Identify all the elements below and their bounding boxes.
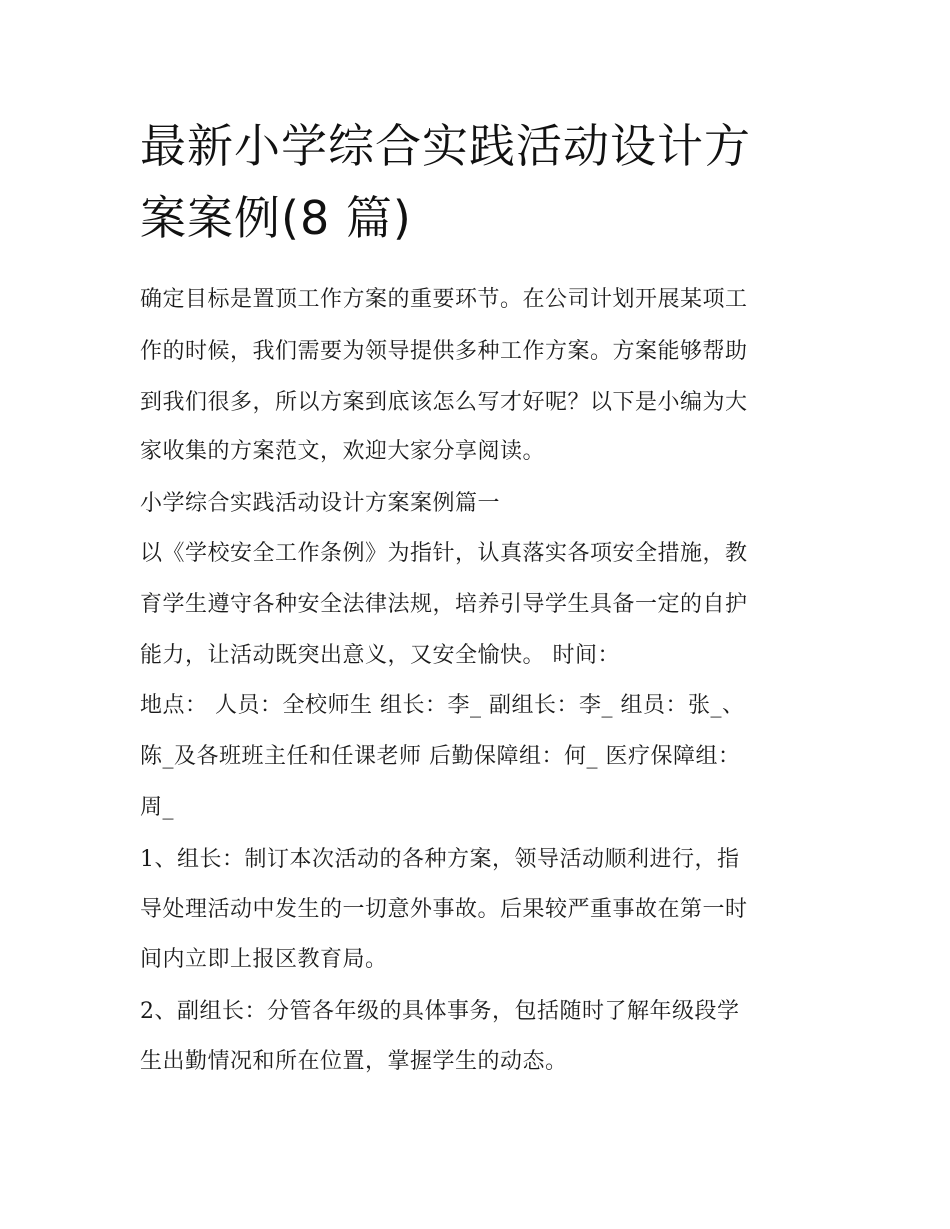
body-paragraph-line: 周_	[140, 795, 175, 820]
body-paragraph-line: 地点： 人员：全校师生 组长：李_ 副组长：李_ 组员：张_、	[140, 693, 745, 718]
section-heading: 小学综合实践活动设计方案案例篇一	[140, 491, 501, 516]
title-line: 案案例(8 篇)	[140, 191, 412, 245]
body-paragraph-line: 能力，让活动既突出意义，又安全愉快。 时间：	[140, 643, 620, 668]
body-paragraph-line: 陈_及各班班主任和任课老师 后勤保障组：何_ 医疗保障组：	[140, 744, 741, 769]
list-item-line: 2、副组长：分管各年级的具体事务，包括随时了解年级段学	[140, 999, 740, 1024]
intro-paragraph-line: 确定目标是置顶工作方案的重要环节。在公司计划开展某项工	[140, 287, 748, 312]
title-line: 最新小学综合实践活动设计方	[140, 119, 751, 173]
intro-paragraph-line: 到我们很多，所以方案到底该怎么写才好呢？以下是小编为大	[140, 390, 748, 415]
list-item-line: 导处理活动中发生的一切意外事故。后果较严重事故在第一时	[140, 897, 748, 922]
list-item-line: 1、组长：制订本次活动的各种方案，领导活动顺利进行，指	[140, 847, 740, 872]
list-item-line: 间内立即上报区教育局。	[140, 947, 388, 972]
intro-paragraph-line: 家收集的方案范文，欢迎大家分享阅读。	[140, 439, 546, 464]
list-item-line: 生出勤情况和所在位置，掌握学生的动态。	[140, 1049, 568, 1074]
body-paragraph-line: 以《学校安全工作条例》为指针，认真落实各项安全措施，教	[140, 541, 748, 566]
body-paragraph-line: 育学生遵守各种安全法律法规，培养引导学生具备一定的自护	[140, 592, 748, 617]
intro-paragraph-line: 作的时候，我们需要为领导提供多种工作方案。方案能够帮助	[140, 339, 748, 364]
document-title	[140, 110, 820, 254]
